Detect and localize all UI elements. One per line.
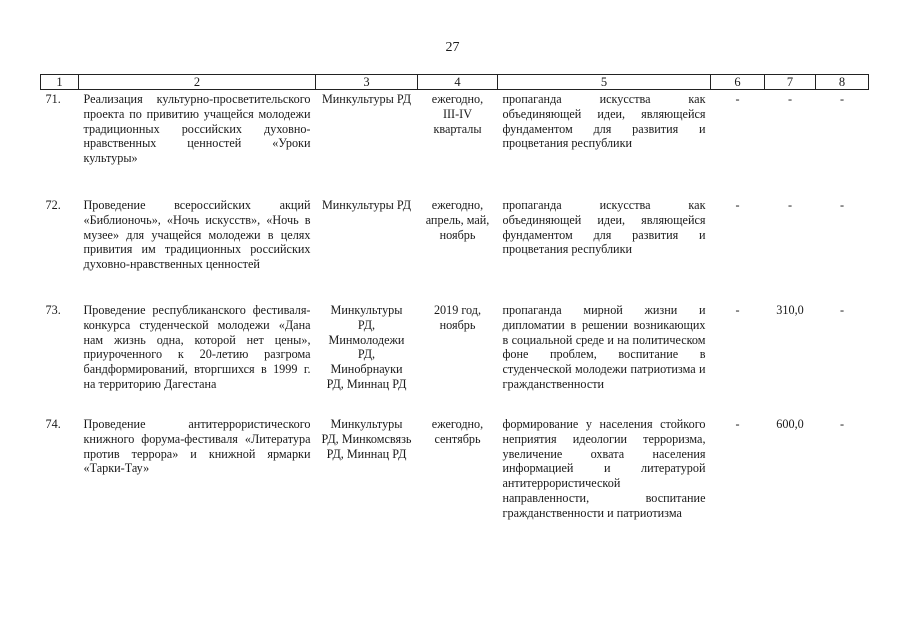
event-cell: Проведение всероссийских акций «Библионочь», «Ночь искусств», «Ночь в музее» для учащейся молодежи в целях привития им традиционных российских духовно-нравственных ценностей: [83, 198, 311, 272]
term-cell: ежегодно, апрель, май, ноябрь: [425, 198, 490, 242]
page-number: 27: [445, 40, 460, 55]
col7-cell: 600,0: [776, 417, 804, 431]
col8-cell: -: [839, 417, 845, 431]
measures-table: [40, 74, 869, 537]
col7-cell: 310,0: [776, 303, 804, 317]
col6-cell: -: [735, 198, 740, 212]
table-row: [41, 301, 869, 415]
col7-cell: -: [787, 198, 793, 212]
col-header-3: 3: [316, 75, 418, 90]
col8-cell: -: [839, 303, 845, 317]
table-row: [41, 196, 869, 301]
col-header-1: 1: [41, 75, 79, 90]
col-header-4: 4: [418, 75, 498, 90]
col-header-5: 5: [498, 75, 711, 90]
result-cell: пропаганда мирной жизни и дипломатии в решении возникающих в социальной среде и на политическом фоне проблем, воспитание в студенческой молодежи патриотизма и гражданственности: [502, 303, 706, 391]
col-header-2: 2: [79, 75, 316, 90]
executor-cell: Минкультуры РД: [321, 92, 412, 106]
col-header-7: 7: [765, 75, 816, 90]
col7-cell: -: [787, 92, 793, 106]
term-cell: 2019 год, ноябрь: [433, 303, 482, 332]
term-cell: ежегодно, сентябрь: [431, 417, 484, 446]
executor-cell: Минкультуры РД, Минмолодежи РД, Минобрнауки РД, Миннац РД: [326, 303, 407, 391]
term-cell: ежегодно, III-IV кварталы: [431, 92, 484, 136]
col-header-8: 8: [816, 75, 869, 90]
col-header-6: 6: [711, 75, 765, 90]
col8-cell: -: [839, 92, 845, 106]
col6-cell: -: [735, 417, 740, 431]
result-cell: пропаганда искусства как объединяющей идеи, являющейся фундаментом для развития и процветания республики: [502, 198, 706, 257]
col6-cell: -: [735, 92, 740, 106]
row-number: 74.: [45, 417, 61, 431]
col6-cell: -: [735, 303, 740, 317]
event-cell: Проведение антитеррористического книжного форума-фестиваля «Литература против террора» и книжной ярмарки «Тарки-Тау»: [83, 417, 311, 476]
result-cell: пропаганда искусства как объединяющей идеи, являющейся фундаментом для развития и процветания республики: [502, 92, 706, 151]
event-cell: Проведение республиканского фестиваля-конкурса студенческой молодежи «Дана нам жизнь одна, которой нет цены», приуроченного к 20-летию разгрома бандформирований, вторгшихся в 1999 г. на территорию Дагестана: [83, 303, 311, 391]
executor-cell: Минкультуры РД, Минкомсвязь РД, Миннац РД: [321, 417, 412, 461]
col8-cell: -: [839, 198, 845, 212]
executor-cell: Минкультуры РД: [321, 198, 412, 212]
table-row: [41, 90, 869, 197]
row-number: 71.: [45, 92, 61, 106]
result-cell: формирование у населения стойкого неприятия идеологии терроризма, увеличение охвата населения информацией и литературой антитеррористической направленности, воспитание гражданственности и патриотизма: [502, 417, 706, 520]
header-row: [41, 75, 869, 90]
event-cell: Реализация культурно-просветительского проекта по привитию учащейся молодежи традиционных российских духовно-нравственных ценностей «Уроки культуры»: [83, 92, 311, 166]
table-row: [41, 415, 869, 537]
row-number: 73.: [45, 303, 61, 317]
row-number: 72.: [45, 198, 61, 212]
